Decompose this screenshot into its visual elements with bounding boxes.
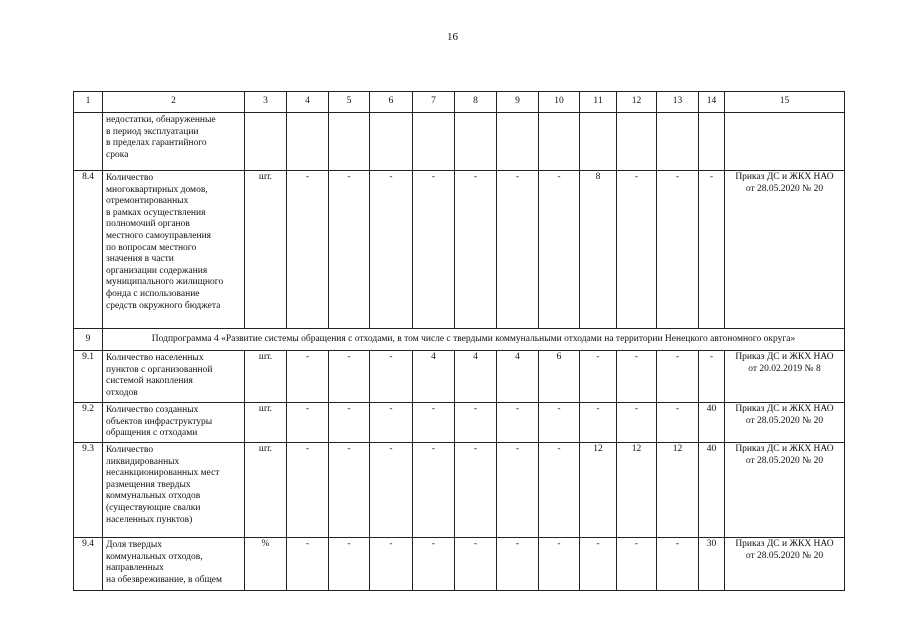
source-cell: Приказ ДС и ЖКХ НАО от 28.05.2020 № 20 bbox=[725, 443, 845, 538]
indicators-table bbox=[73, 91, 845, 591]
value-cell: - bbox=[497, 171, 539, 329]
value-cell: - bbox=[287, 443, 329, 538]
table-row bbox=[74, 403, 845, 443]
value-cell: - bbox=[413, 403, 455, 443]
source-cell: Приказ ДС и ЖКХ НАО от 28.05.2020 № 20 bbox=[725, 403, 845, 443]
header-cell-13: 13 bbox=[657, 92, 699, 113]
value-cell bbox=[580, 113, 617, 171]
unit-cell: шт. bbox=[245, 351, 287, 403]
subprogram-number: 9 bbox=[74, 329, 103, 351]
value-cell: - bbox=[329, 351, 370, 403]
value-cell: 12 bbox=[580, 443, 617, 538]
indicator-name: Количество многоквартирных домов, отремонтированных в рамках осуществления полномочий органов местного самоуправления по вопросам местного значения в части организации содержания муниципального жилищного фонда с использование средств окружного бюджета bbox=[103, 171, 245, 329]
header-cell-15: 15 bbox=[725, 92, 845, 113]
header-row bbox=[74, 92, 845, 113]
value-cell: - bbox=[617, 351, 657, 403]
value-cell bbox=[539, 113, 580, 171]
value-cell: 4 bbox=[455, 351, 497, 403]
source-cell: Приказ ДС и ЖКХ НАО от 28.05.2020 № 20 bbox=[725, 538, 845, 591]
row-number bbox=[74, 113, 103, 171]
unit-cell: шт. bbox=[245, 403, 287, 443]
value-cell: - bbox=[580, 403, 617, 443]
source-cell bbox=[725, 113, 845, 171]
row-number: 9.2 bbox=[74, 403, 103, 443]
table-row bbox=[74, 538, 845, 591]
unit-cell: % bbox=[245, 538, 287, 591]
value-cell: - bbox=[617, 538, 657, 591]
value-cell: - bbox=[287, 351, 329, 403]
value-cell: - bbox=[539, 171, 580, 329]
unit-cell: шт. bbox=[245, 443, 287, 538]
page-number: 16 bbox=[447, 31, 458, 43]
value-cell: - bbox=[329, 443, 370, 538]
value-cell: - bbox=[329, 403, 370, 443]
value-cell: - bbox=[455, 403, 497, 443]
value-cell: - bbox=[370, 403, 413, 443]
value-cell: - bbox=[539, 403, 580, 443]
header-cell-4: 4 bbox=[287, 92, 329, 113]
unit-cell bbox=[245, 113, 287, 171]
value-cell: 40 bbox=[699, 403, 725, 443]
value-cell bbox=[329, 113, 370, 171]
header-cell-7: 7 bbox=[413, 92, 455, 113]
value-cell: - bbox=[287, 403, 329, 443]
header-cell-3: 3 bbox=[245, 92, 287, 113]
value-cell: 8 bbox=[580, 171, 617, 329]
value-cell: - bbox=[455, 171, 497, 329]
row-number: 9.1 bbox=[74, 351, 103, 403]
value-cell bbox=[617, 113, 657, 171]
value-cell: - bbox=[497, 538, 539, 591]
value-cell: - bbox=[497, 443, 539, 538]
header-cell-8: 8 bbox=[455, 92, 497, 113]
value-cell: - bbox=[617, 171, 657, 329]
source-cell: Приказ ДС и ЖКХ НАО от 28.05.2020 № 20 bbox=[725, 171, 845, 329]
subprogram-row bbox=[74, 329, 845, 351]
indicator-name: Доля твердых коммунальных отходов, направленных на обезвреживание, в общем bbox=[103, 538, 245, 591]
header-cell-6: 6 bbox=[370, 92, 413, 113]
table-row bbox=[74, 351, 845, 403]
value-cell: 4 bbox=[497, 351, 539, 403]
value-cell bbox=[699, 113, 725, 171]
header-cell-14: 14 bbox=[699, 92, 725, 113]
header-cell-11: 11 bbox=[580, 92, 617, 113]
source-cell: Приказ ДС и ЖКХ НАО от 20.02.2019 № 8 bbox=[725, 351, 845, 403]
value-cell: - bbox=[455, 443, 497, 538]
value-cell bbox=[413, 113, 455, 171]
indicator-name: Количество ликвидированных несанкционированных мест размещения твердых коммунальных отходов (существующие свалки населенных пунктов) bbox=[103, 443, 245, 538]
row-number: 9.4 bbox=[74, 538, 103, 591]
value-cell: - bbox=[617, 403, 657, 443]
header-cell-10: 10 bbox=[539, 92, 580, 113]
value-cell: - bbox=[370, 443, 413, 538]
value-cell: - bbox=[370, 171, 413, 329]
value-cell: - bbox=[287, 171, 329, 329]
value-cell: - bbox=[539, 538, 580, 591]
header-cell-12: 12 bbox=[617, 92, 657, 113]
value-cell: 4 bbox=[413, 351, 455, 403]
value-cell: - bbox=[455, 538, 497, 591]
table-row bbox=[74, 443, 845, 538]
value-cell: - bbox=[413, 538, 455, 591]
value-cell: - bbox=[539, 443, 580, 538]
value-cell: - bbox=[287, 538, 329, 591]
value-cell: - bbox=[329, 538, 370, 591]
header-cell-2: 2 bbox=[103, 92, 245, 113]
value-cell: - bbox=[413, 443, 455, 538]
table-row bbox=[74, 171, 845, 329]
unit-cell: шт. bbox=[245, 171, 287, 329]
value-cell: 30 bbox=[699, 538, 725, 591]
header-cell-1: 1 bbox=[74, 92, 103, 113]
header-cell-9: 9 bbox=[497, 92, 539, 113]
value-cell: - bbox=[580, 538, 617, 591]
value-cell bbox=[370, 113, 413, 171]
row-number: 8.4 bbox=[74, 171, 103, 329]
value-cell: - bbox=[329, 171, 370, 329]
header-cell-5: 5 bbox=[329, 92, 370, 113]
value-cell: - bbox=[657, 351, 699, 403]
value-cell: - bbox=[497, 403, 539, 443]
table-row bbox=[74, 113, 845, 171]
value-cell: - bbox=[699, 171, 725, 329]
value-cell: - bbox=[370, 351, 413, 403]
value-cell bbox=[497, 113, 539, 171]
indicator-name: недостатки, обнаруженные в период эксплуатации в пределах гарантийного срока bbox=[103, 113, 245, 171]
value-cell: 40 bbox=[699, 443, 725, 538]
value-cell: - bbox=[413, 171, 455, 329]
value-cell: - bbox=[657, 538, 699, 591]
indicator-name: Количество созданных объектов инфраструктуры обращения с отходами bbox=[103, 403, 245, 443]
value-cell bbox=[455, 113, 497, 171]
subprogram-title: Подпрограмма 4 «Развитие системы обращения с отходами, в том числе с твердыми коммунальными отходами на территории Ненецкого автономного округа» bbox=[103, 329, 845, 351]
value-cell bbox=[287, 113, 329, 171]
indicator-name: Количество населенных пунктов с организованной системой накопления отходов bbox=[103, 351, 245, 403]
value-cell: 12 bbox=[657, 443, 699, 538]
value-cell: - bbox=[699, 351, 725, 403]
value-cell: 6 bbox=[539, 351, 580, 403]
value-cell: - bbox=[657, 171, 699, 329]
value-cell: 12 bbox=[617, 443, 657, 538]
value-cell: - bbox=[580, 351, 617, 403]
row-number: 9.3 bbox=[74, 443, 103, 538]
value-cell bbox=[657, 113, 699, 171]
value-cell: - bbox=[657, 403, 699, 443]
value-cell: - bbox=[370, 538, 413, 591]
